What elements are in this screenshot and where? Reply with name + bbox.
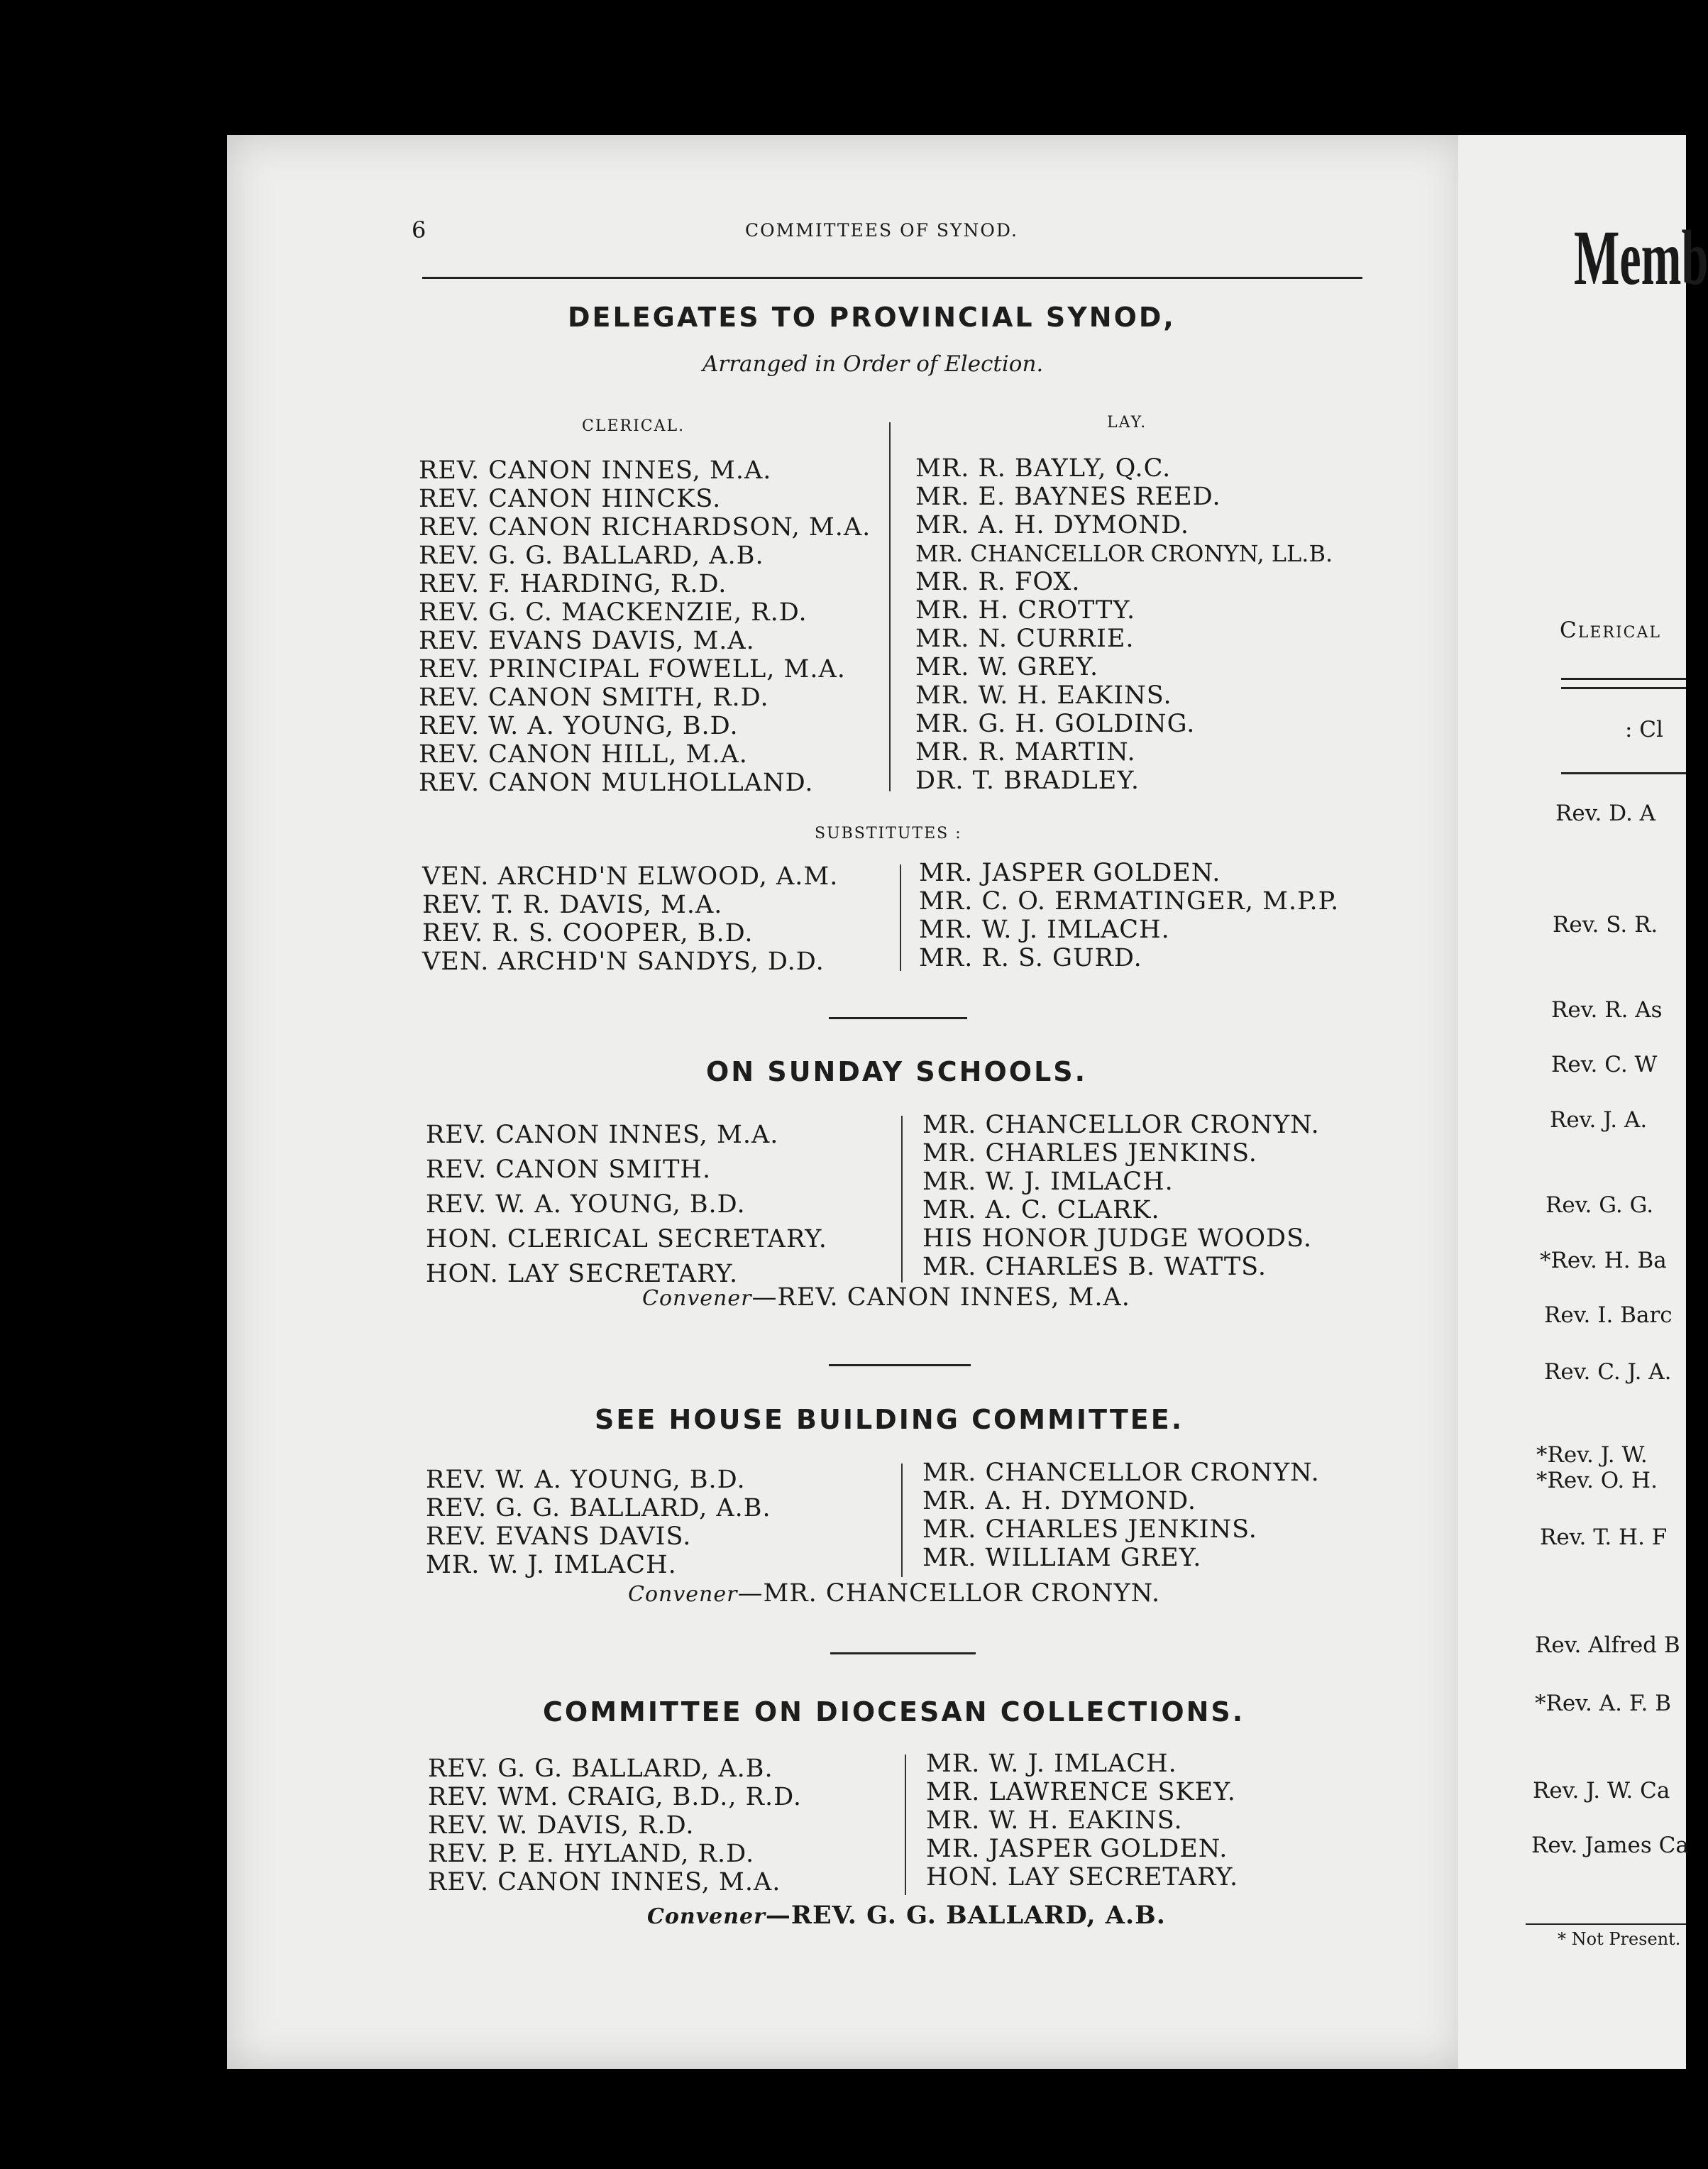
right-page-column-heading: : Cl [1625, 717, 1663, 742]
substitutes-heading: SUBSTITUTES : [815, 825, 962, 842]
column-divider [901, 1116, 903, 1283]
list-item: REV. W. A. YOUNG, B.D. [419, 712, 739, 740]
provincial-title: DELEGATES TO PROVINCIAL SYNOD, [568, 302, 1176, 333]
right-page-rule [1561, 678, 1686, 680]
house-lay-list [922, 1459, 1320, 1572]
provincial-lay-list [915, 454, 1333, 795]
collections-title: COMMITTEE ON DIOCESAN COLLECTIONS. [543, 1696, 1245, 1728]
right-page-entry: Rev. R. As [1551, 997, 1663, 1023]
list-item: REV. T. R. DAVIS, M.A. [422, 891, 723, 919]
list-item: MR. CHANCELLOR CRONYN. [922, 1111, 1320, 1139]
list-item: MR. W. J. IMLACH. [922, 1168, 1174, 1196]
list-item: MR. JASPER GOLDEN. [926, 1835, 1228, 1863]
right-page-title: Memb [1574, 214, 1708, 301]
list-item: MR. N. CURRIE. [915, 625, 1135, 653]
right-page-entry: Rev. C. W [1551, 1052, 1658, 1077]
list-item: HON. LAY SECRETARY. [926, 1863, 1239, 1891]
list-item: VEN. ARCHD'N SANDYS, D.D. [422, 948, 825, 976]
column-divider [901, 1464, 903, 1577]
list-item: REV. W. DAVIS, R.D. [428, 1811, 695, 1840]
list-item: MR. E. BAYNES REED. [915, 483, 1221, 511]
list-item: REV. EVANS DAVIS, M.A. [419, 627, 755, 655]
right-page-entry: *Rev. A. F. B [1535, 1691, 1671, 1716]
convener-name: —REV. CANON INNES, M.A. [751, 1283, 1130, 1312]
list-item: MR. H. CROTTY. [915, 596, 1136, 625]
header-rule [422, 277, 1362, 279]
column-divider [889, 422, 891, 791]
sunday-schools-title: ON SUNDAY SCHOOLS. [706, 1056, 1088, 1087]
list-item: MR. A. H. DYMOND. [915, 511, 1190, 539]
substitutes-lay-list [919, 859, 1339, 972]
list-item: REV. CANON SMITH, R.D. [419, 683, 769, 712]
list-item: MR. CHARLES JENKINS. [922, 1515, 1257, 1544]
list-item: REV. CANON MULHOLLAND. [419, 769, 814, 797]
list-item: MR. R. BAYLY, Q.C. [915, 454, 1172, 483]
convener-label: Convener [642, 1286, 752, 1311]
list-item: REV. WM. CRAIG, B.D., R.D. [428, 1783, 803, 1811]
sunday-clerical-list [426, 1118, 827, 1292]
list-item: REV. CANON INNES, M.A. [428, 1868, 781, 1896]
right-page-rule [1561, 772, 1686, 774]
convener-label: Convener [628, 1582, 738, 1607]
list-item: MR. CHANCELLOR CRONYN, LL.B. [915, 540, 1333, 567]
right-page-entry: Rev. C. J. A. [1544, 1359, 1672, 1385]
list-item: MR. CHANCELLOR CRONYN. [922, 1459, 1320, 1487]
list-item: MR. R. MARTIN. [915, 738, 1136, 767]
list-item: REV. G. G. BALLARD, A.B. [426, 1494, 771, 1522]
right-page-entry: Rev. G. G. [1546, 1192, 1654, 1218]
list-item: HON. CLERICAL SECRETARY. [426, 1225, 827, 1253]
list-item: REV. PRINCIPAL FOWELL, M.A. [419, 655, 846, 683]
list-item: MR. CHARLES B. WATTS. [922, 1253, 1267, 1281]
right-page-entry: Rev. James Ca [1531, 1833, 1689, 1858]
list-item: REV. EVANS DAVIS. [426, 1522, 692, 1551]
right-page-entry: Rev. S. R. [1553, 912, 1658, 938]
list-item: REV. CANON RICHARDSON, M.A. [419, 513, 871, 542]
right-page-entry: Rev. Alfred B [1535, 1632, 1680, 1658]
column-divider [905, 1755, 906, 1895]
list-item: MR. C. O. ERMATINGER, M.P.P. [919, 887, 1340, 916]
list-item: DR. T. BRADLEY. [915, 767, 1140, 795]
list-item: REV. G. C. MACKENZIE, R.D. [419, 598, 808, 627]
list-item: MR. G. H. GOLDING. [915, 710, 1196, 738]
sunday-lay-list [922, 1111, 1320, 1281]
list-item: MR. W. J. IMLACH. [919, 916, 1170, 944]
list-item: MR. R. S. GURD. [919, 944, 1142, 972]
list-item: MR. W. H. EAKINS. [926, 1806, 1183, 1835]
right-page-footnote-rule [1526, 1923, 1686, 1925]
provincial-subtitle: Arranged in Order of Election. [703, 351, 1044, 377]
list-item: REV. CANON INNES, M.A. [426, 1121, 779, 1149]
list-item: REV. P. E. HYLAND, R.D. [428, 1840, 755, 1868]
right-page-entry: Rev. J. W. Ca [1533, 1778, 1670, 1803]
list-item: MR. A. H. DYMOND. [922, 1487, 1197, 1515]
list-item: MR. LAWRENCE SKEY. [926, 1778, 1236, 1806]
right-page-entry: *Rev. H. Ba [1540, 1248, 1667, 1273]
provincial-clerical-list [419, 456, 871, 797]
list-item: REV. W. A. YOUNG, B.D. [426, 1466, 746, 1494]
list-item: MR. CHARLES JENKINS. [922, 1139, 1257, 1168]
running-title: COMMITTEES OF SYNOD. [745, 220, 1018, 241]
list-item: MR. W. GREY. [915, 653, 1099, 681]
list-item: MR. W. J. IMLACH. [926, 1750, 1177, 1778]
right-page-entry: Rev. D. A [1555, 801, 1656, 826]
clerical-heading: CLERICAL. [582, 417, 685, 435]
list-item: MR. A. C. CLARK. [922, 1196, 1160, 1224]
section-rule [829, 1364, 971, 1366]
right-page-rule [1561, 687, 1686, 689]
list-item: MR. W. H. EAKINS. [915, 681, 1172, 710]
collections-clerical-list [428, 1755, 802, 1896]
convener-name: —REV. G. G. BALLARD, A.B. [765, 1901, 1166, 1930]
see-house-title: SEE HOUSE BUILDING COMMITTEE. [595, 1404, 1184, 1435]
collections-convener [647, 1901, 1166, 1930]
list-item: HON. LAY SECRETARY. [426, 1260, 739, 1288]
list-item: MR. WILLIAM GREY. [922, 1544, 1202, 1572]
list-item: REV. W. A. YOUNG, B.D. [426, 1190, 746, 1219]
right-page-footnote: * Not Present. [1558, 1929, 1681, 1949]
lay-heading: LAY. [1107, 414, 1147, 432]
list-item: REV. CANON SMITH. [426, 1155, 712, 1184]
right-page-entry: Rev. T. H. F [1540, 1525, 1668, 1550]
collections-lay-list [926, 1750, 1238, 1891]
section-rule [830, 1652, 976, 1654]
list-item: HIS HONOR JUDGE WOODS. [922, 1224, 1312, 1253]
convener-name: —MR. CHANCELLOR CRONYN. [737, 1579, 1161, 1608]
list-item: MR. R. FOX. [915, 568, 1081, 596]
list-item: REV. R. S. COOPER, B.D. [422, 919, 754, 948]
right-page-entry: Rev. J. A. [1550, 1107, 1648, 1133]
list-item: REV. CANON INNES, M.A. [419, 456, 772, 485]
section-rule [829, 1017, 967, 1019]
right-page-entry: Rev. I. Barc [1544, 1302, 1673, 1328]
column-divider [900, 864, 901, 971]
left-page [227, 135, 1465, 2069]
substitutes-clerical-list [422, 862, 838, 976]
house-convener [628, 1579, 1160, 1608]
list-item: REV. G. G. BALLARD, A.B. [428, 1755, 773, 1783]
sunday-convener [642, 1283, 1130, 1312]
right-page-clerical-heading: Clerical [1560, 617, 1661, 643]
convener-label: Convener [647, 1904, 766, 1929]
list-item: VEN. ARCHD'N ELWOOD, A.M. [422, 862, 839, 891]
list-item: REV. CANON HINCKS. [419, 485, 722, 513]
list-item: REV. F. HARDING, R.D. [419, 570, 727, 598]
page-number: 6 [412, 216, 426, 243]
house-clerical-list [426, 1466, 771, 1579]
right-page-entry: *Rev. J. W. [1536, 1442, 1648, 1468]
right-page-entry: *Rev. O. H. [1536, 1468, 1658, 1493]
list-item: REV. CANON HILL, M.A. [419, 740, 748, 769]
list-item: MR. JASPER GOLDEN. [919, 859, 1221, 887]
list-item: REV. G. G. BALLARD, A.B. [419, 542, 764, 570]
list-item: MR. W. J. IMLACH. [426, 1551, 677, 1579]
